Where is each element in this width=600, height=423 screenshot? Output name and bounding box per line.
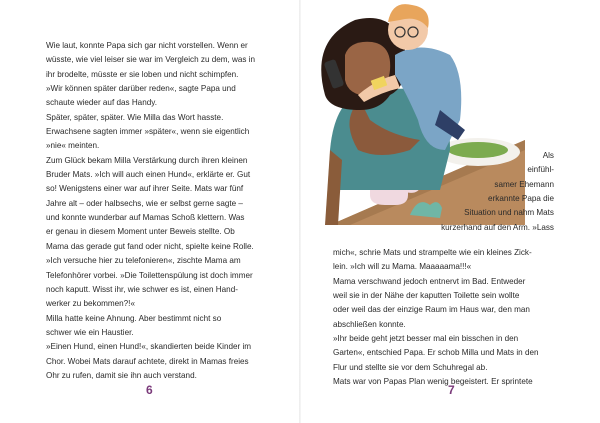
text-line: erkannte Papa die xyxy=(488,194,554,204)
text-line: Ohr zu rufen, damit sie ihn auch verstand. xyxy=(46,370,197,380)
text-line: schaute wieder auf das Handy. xyxy=(46,98,157,108)
text-line: so! Wenigstens einer war auf ihrer Seite. Mats war fünf xyxy=(46,184,244,194)
text-line: weil sie in der Nähe der kaputten Toilette sein wollte xyxy=(333,291,520,301)
text-line: Flur und stellte sie vor dem Schuhregal ab. xyxy=(333,362,488,372)
text-line: und konnte wunderbar auf Mamas Schoß klettern. Was xyxy=(46,213,245,223)
right-page-text-beside-image xyxy=(441,149,554,235)
text-line: Situation und nahm Mats xyxy=(464,208,554,218)
text-line: »nie« meinten. xyxy=(46,141,100,151)
text-line: Als xyxy=(542,151,554,160)
text-line: schwer wie ein Haustier. xyxy=(46,327,134,337)
text-line: »Einen Hund, einen Hund!«, skandierten beide Kinder im xyxy=(46,342,252,352)
text-line: Jahre alt – oder halbsechs, wie er selbst gerne sagte – xyxy=(46,198,243,208)
left-page-text xyxy=(46,39,270,383)
text-line: »Wir können später darüber reden«, sagte Papa und xyxy=(46,84,236,94)
text-line: Garten«, entschied Papa. Er schob Milla und Mats in den xyxy=(333,348,539,358)
text-line: wüsste, wie viel leiser sie war im Vergleich zu dem, was in xyxy=(46,55,256,65)
text-line: abschließen konnte. xyxy=(333,319,406,329)
text-line: oder weil das der einzige Raum im Haus war, den man xyxy=(333,305,530,315)
text-line: mich«, schrie Mats und strampelte wie ein kleines Zick- xyxy=(333,248,532,257)
text-line: Später, später, später. Wie Milla das Wort hasste. xyxy=(46,112,224,122)
text-line: einfühl- xyxy=(527,165,554,175)
text-line: ihr brodelte, müsste er sie loben und nicht schimpfen. xyxy=(46,69,239,79)
text-line: Mats war von Papas Plan wenig begeistert. Er sprintete xyxy=(333,377,533,387)
text-line: noch kaputt. Wisst ihr, wie schwer es ist, einen Hand- xyxy=(46,284,238,294)
text-line: »Ich versuche hier zu telefonieren«, zischte Mama am xyxy=(46,256,241,266)
text-line: werker zu bekommen?!« xyxy=(46,299,135,309)
text-line: samer Ehemann xyxy=(494,179,554,189)
text-line: kurzerhand auf den Arm. »Lass xyxy=(441,222,554,232)
text-line: Chor. Wobei Mats darauf achtete, direkt in Mamas freies xyxy=(46,356,249,366)
text-line: er genau in diesem Moment unter Beweis stellte. Ob xyxy=(46,227,235,237)
text-line: Erwachsene sagten immer »später«, wenn sie eigentlich xyxy=(46,127,250,137)
text-line: Wie laut, konnte Papa sich gar nicht vorstellen. Wenn er xyxy=(46,41,248,50)
right-page-text xyxy=(333,246,561,389)
page-number-left: 6 xyxy=(146,383,153,397)
text-line: Telefonhörer vorbei. »Die Toilettenspülung ist doch immer xyxy=(46,270,253,280)
text-line: Zum Glück bekam Milla Verstärkung durch ihren kleinen xyxy=(46,155,248,165)
text-line: Bruder Mats. »Ich will auch einen Hund«, erklärte er. Gut xyxy=(46,170,251,180)
text-line: lein. »Ich will zu Mama. Maaaaama!!!« xyxy=(333,262,472,272)
text-line: Milla hatte keine Ahnung. Aber bestimmt nicht so xyxy=(46,313,222,323)
text-line: Mama verschwand jedoch entnervt im Bad. Entweder xyxy=(333,276,526,286)
page-number-right: 7 xyxy=(448,383,455,397)
text-line: Mama das gerade gut fand oder nicht, spielte keine Rolle. xyxy=(46,241,254,251)
text-line: »Ihr beide geht jetzt besser mal ein bisschen in den xyxy=(333,334,519,344)
